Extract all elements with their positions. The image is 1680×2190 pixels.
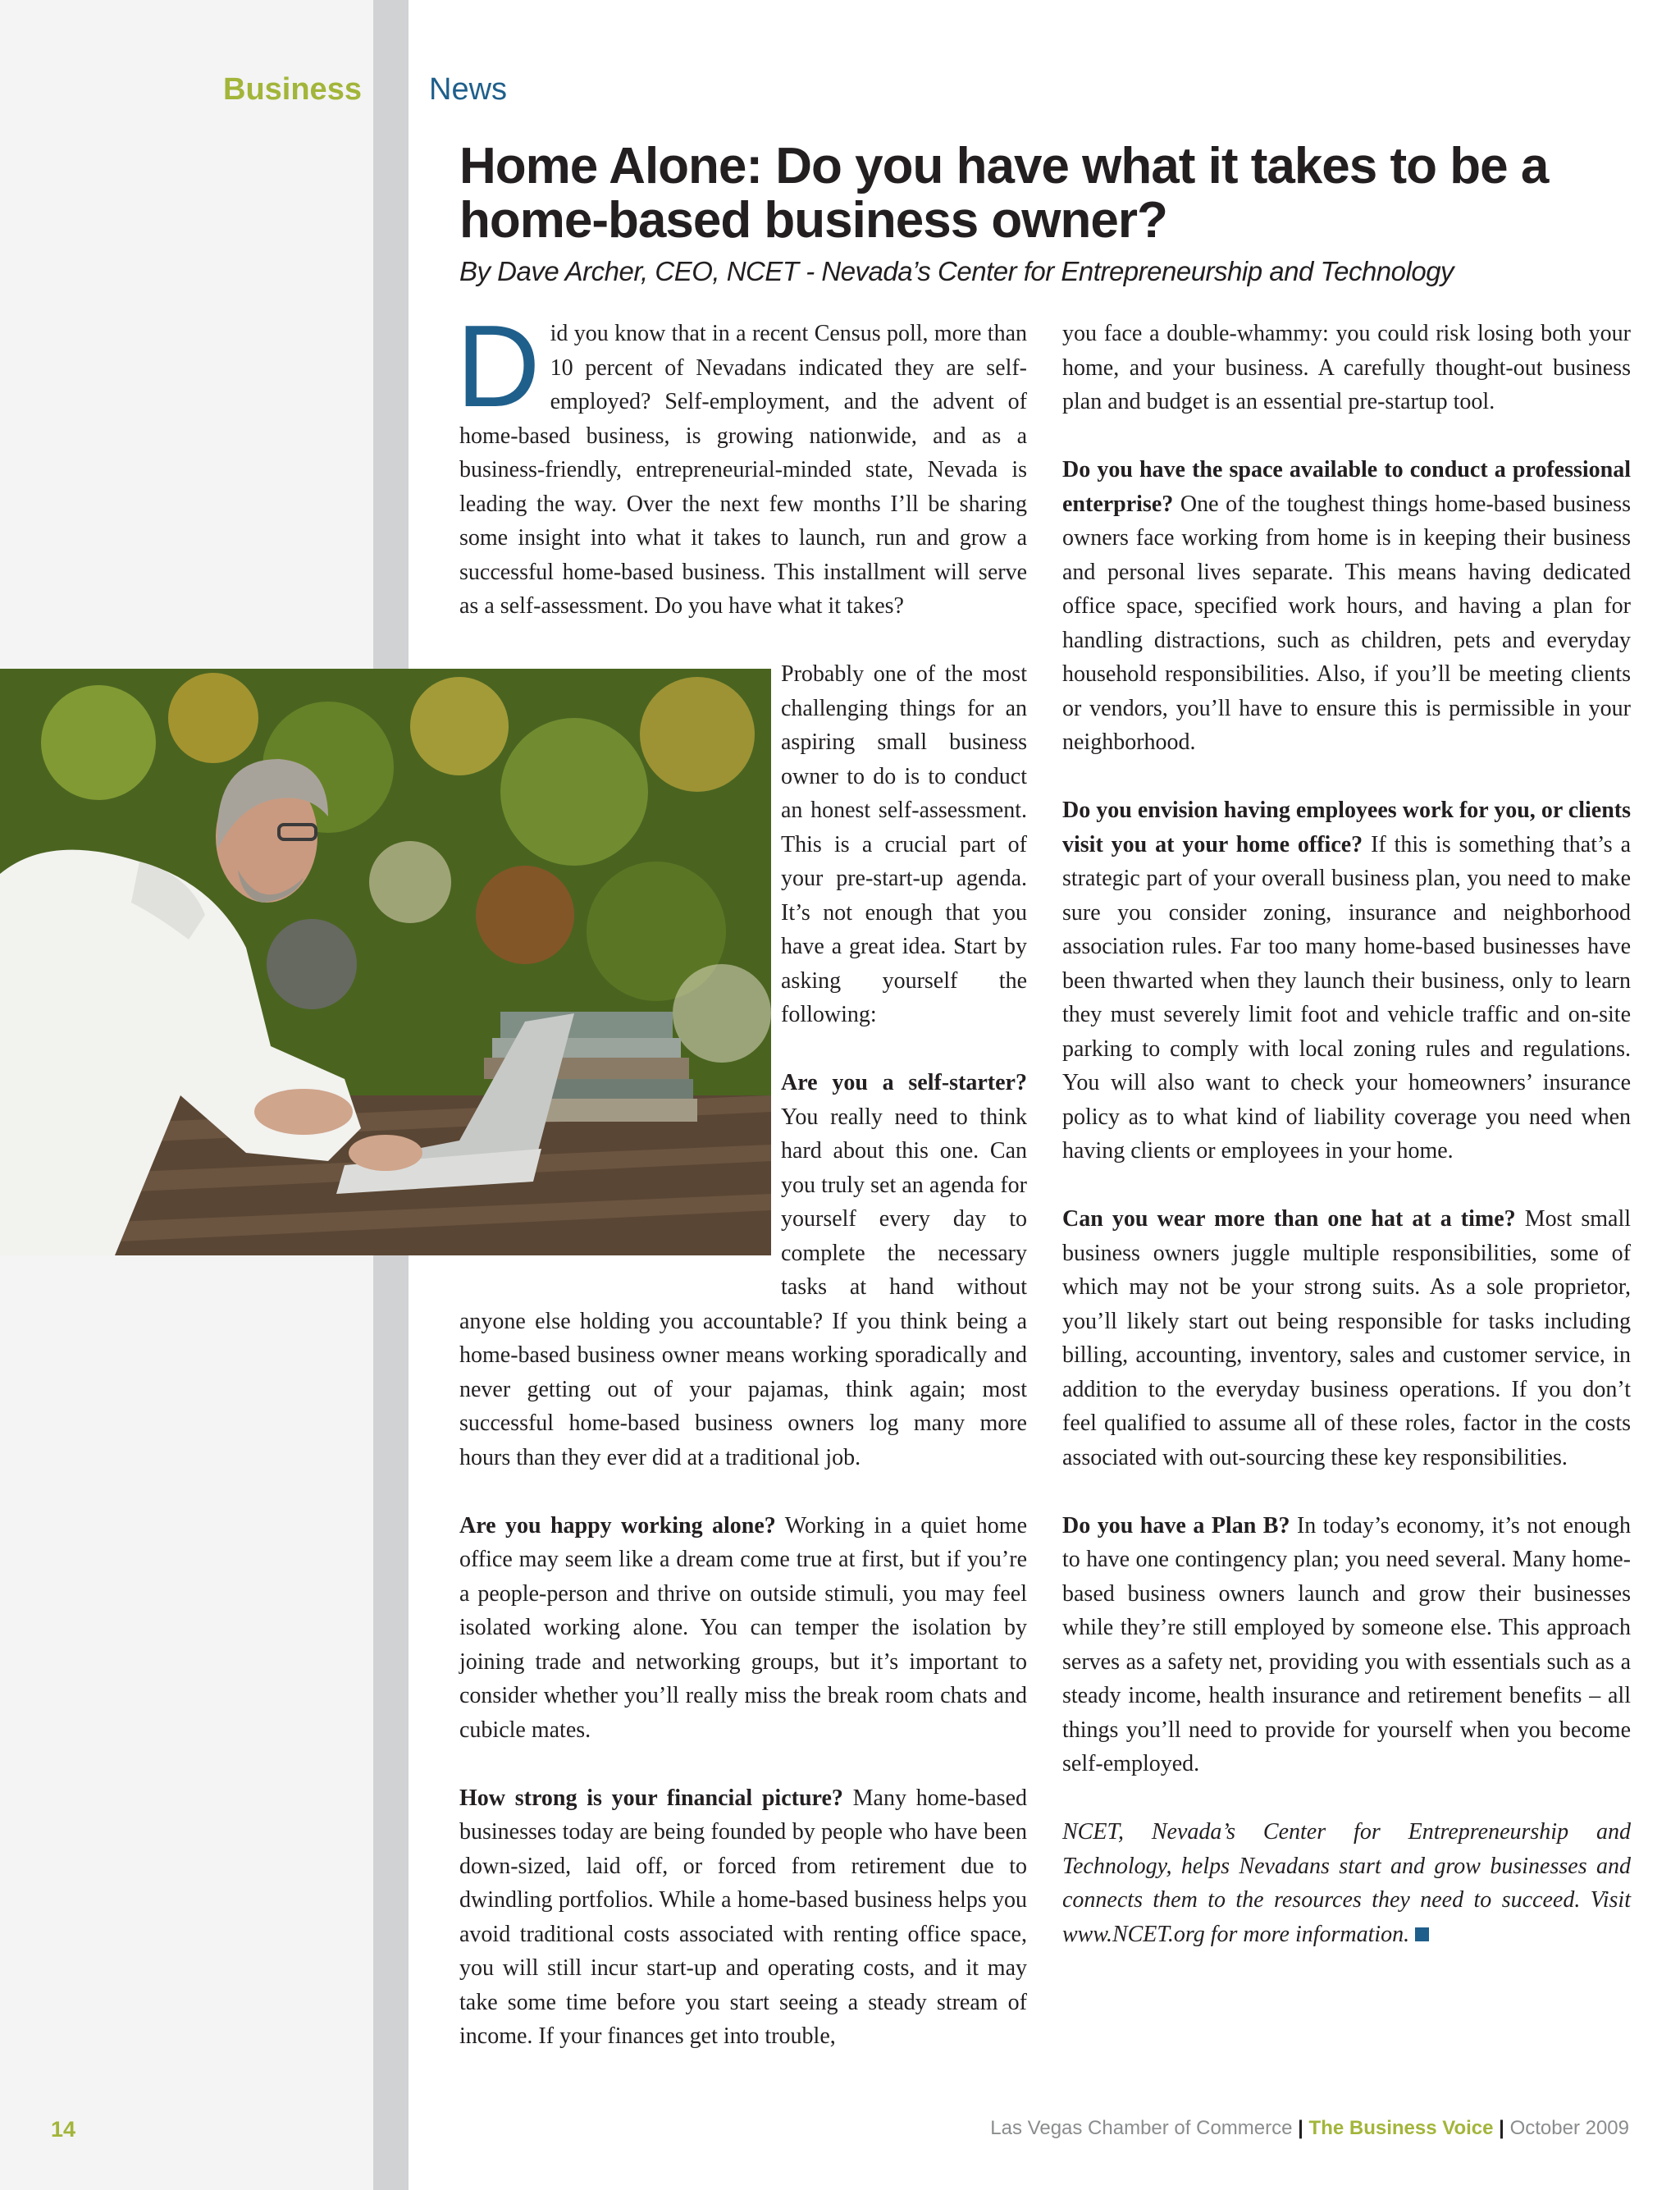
text-self-starter: You really need to think hard about this one. Can you truly set an agenda for yourself every day to complete the necessary tasks at hand without anyone else holding you accountable? If you think being a home-based business owner means working sporadically and never getting out of your pajamas, think again; most successful home-based business owners log many more hours than they ever did at a traditional job.: [459, 1104, 1027, 1470]
intro-text: id you know that in a recent Census poll, more than 10 percent of Nevadans indicated they are self-employed? Self-employment, and the advent of home-based business, is growing nationwide, and as a business-friendly, entrepreneurial-minded state, Nevada is leading the way. Over the next few months I’ll be sharing some insight into what it takes to launch, run and grow a successful home-based business. This installment will serve as a self-assessment. Do you have what it takes?: [459, 321, 1027, 619]
heading-space: Do you have the space available to conduct a professional enterprise?: [1062, 457, 1631, 517]
end-mark-icon: [1415, 1927, 1429, 1941]
heading-self-starter: Are you a self-starter?: [781, 1070, 1027, 1095]
text-multiple-hats: Most small business owners juggle multiple responsibilities, some of which may not be your strong suits. As a sole proprietor, you’ll likely start out being responsible for tasks including billing, accounting, inventory, sales and customer service, in addition to the everyday business operations. If you don’t feel qualified to assume all of these roles, factor in the costs associated with out-sourcing these key responsibilities.: [1062, 1206, 1632, 1470]
footer-separator: |: [1298, 2117, 1303, 2139]
section-label-business: Business: [223, 72, 362, 107]
intro-paragraph: [456, 301, 1027, 624]
paragraph-working-alone: [459, 1509, 1027, 1748]
article-title: Home Alone: Do you have what it takes to be a home-based business owner?: [459, 138, 1549, 249]
paragraph-financial-continued: you face a double-whammy: you could risk losing both your home, and your business. A carefully thought-out business plan and budget is an essential pre-startup tool.: [1062, 321, 1631, 414]
footer-magazine: The Business Voice: [1308, 2117, 1494, 2139]
drop-cap: D: [456, 301, 541, 432]
photo-wrap-spacer: [459, 657, 781, 1304]
footer-credit: [990, 2117, 1629, 2140]
page-number: 14: [51, 2117, 76, 2142]
footer-publisher: Las Vegas Chamber of Commerce: [990, 2117, 1293, 2139]
heading-multiple-hats: Can you wear more than one hat at a time?: [1062, 1206, 1516, 1232]
article-column-right: [1062, 317, 1631, 1951]
heading-financial: How strong is your financial picture?: [459, 1785, 843, 1811]
heading-employees: Do you envision having employees work for you, or clients visit you at your home office?: [1062, 798, 1631, 857]
article-column-left-bottom: [459, 657, 1027, 2054]
text-employees: If this is something that’s a strategic part of your overall business plan, you need to make sure you consider zoning, insurance and neighborhood association rules. Far too many home-based businesses have been thwarted when they launch their business, only to learn they must severely limit foot and vehicle traffic and on-site parking to comply with local zoning rules and regulations. You will also want to check your homeowners’ insurance policy as to what kind of liability coverage you need when having clients or employees in your home.: [1062, 831, 1632, 1164]
section-label-news: News: [429, 72, 508, 107]
article-byline: By Dave Archer, CEO, NCET - Nevada’s Center for Entrepreneurship and Technology: [459, 256, 1454, 286]
article-column-left-top: [456, 301, 1027, 624]
text-space: One of the toughest things home-based business owners face working from home is in keeping their business and personal lives separate. This means having dedicated office space, specified work hours, and having a plan for handling distractions, such as children, pets and everyday household responsibilities. Also, if you’ll be meeting clients or vendors, you’ll have to ensure this is permissible in your neighborhood.: [1062, 491, 1631, 755]
closing-text: NCET, Nevada’s Center for Entrepreneurship and Technology, helps Nevadans start and grow businesses and connects them to the resources they need to succeed. Visit www.NCET.org for more information.: [1062, 1819, 1631, 1947]
heading-working-alone: Are you happy working alone?: [459, 1512, 776, 1538]
paragraph-plan-b: [1062, 1509, 1631, 1781]
closing-note: [1062, 1815, 1631, 1951]
footer-separator-2: |: [1499, 2117, 1504, 2139]
paragraph-financial: [459, 1781, 1027, 2054]
text-working-alone: Working in a quiet home office may seem like a dream come true at first, but if you’re a people-person and thrive on outside stimuli, you may feel isolated working alone. You can temper the isolation by joining trade and networking groups, but it’s important to consider whether you’ll really miss the break room chats and cubicle mates.: [459, 1512, 1027, 1743]
paragraph-space: [1062, 453, 1631, 760]
text-plan-b: In today’s economy, it’s not enough to have one contingency plan; you need several. Many home-based business owners launch and grow their businesses while they’re still employed by someone else. This approach serves as a safety net, providing you with essentials such as a steady income, health insurance and retirement benefits – all things you’ll need to provide for yourself when you become self-employed.: [1062, 1512, 1631, 1776]
heading-plan-b: Do you have a Plan B?: [1062, 1512, 1290, 1538]
paragraph-employees: [1062, 793, 1631, 1168]
paragraph-self-assessment: Probably one of the most challenging things for an aspiring small business owner to do is to conduct an honest self-assessment. This is a crucial part of your pre-start-up agenda. It’s not enough that you have a great idea. Start by asking yourself the following:: [781, 661, 1027, 1027]
footer-date: October 2009: [1509, 2117, 1629, 2139]
text-financial: Many home-based businesses today are being founded by people who have been down-sized, laid off, or forced from retirement due to dwindling portfolios. While a home-based business helps you avoid traditional costs associated with renting office space, you will still incur start-up and operating costs, and it may take some time before you start seeing a steady stream of income. If your finances get into trouble,: [459, 1785, 1027, 2049]
paragraph-multiple-hats: [1062, 1202, 1631, 1474]
